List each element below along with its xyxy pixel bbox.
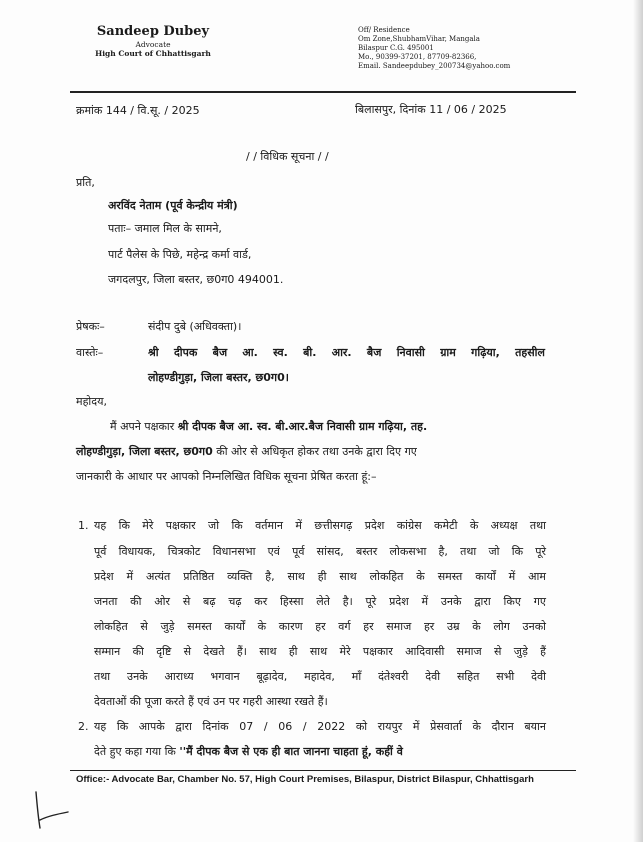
point-number: 1.: [78, 519, 89, 532]
address-line: Mo., 90399-37201, 87709-82366,: [358, 53, 477, 61]
footer-divider: [70, 770, 576, 771]
sender-value: संदीप दुबे (अधिवक्ता)।: [148, 320, 242, 333]
salutation: महोदय,: [76, 395, 107, 408]
office-footer: Office:- Advocate Bar, Chamber No. 57, High Court Premises, Bilaspur, District Bilaspur, Chhattisgarh: [76, 774, 534, 785]
intro-text: मैं अपने पक्षकार: [110, 420, 178, 433]
point-line: यह कि मेरे पक्षकार जो कि वर्तमान में छत्तीसगढ़ प्रदेश कांग्रेस कमेटी के अध्यक्ष तथा: [94, 519, 546, 532]
point-line: तथा उनके आराध्य भगवान बूढ़ादेव, महादेव, माँ दंतेश्वरी देवी सहित सभी देवी: [94, 670, 546, 683]
intro-client-name: श्री दीपक बैज आ. स्व. बी.आर.बैज निवासी ग्राम गढ़िया, तह.: [177, 420, 428, 433]
intro-client-place: लोहण्डीगुड़ा, जिला बस्तर, छ0ग0: [76, 445, 213, 458]
point-quote: ''मैं दीपक बैज से एक ही बात जानना चाहता हूं, कहीं वे: [179, 745, 403, 758]
point-number: 2.: [78, 720, 89, 733]
point-line: देवताओं की पूजा करते हैं एवं उन पर गहरी आस्था रखते हैं।: [94, 695, 328, 708]
on-behalf-label: वास्तेः–: [76, 346, 104, 359]
advocate-court: High Court of Chhattisgarh: [95, 49, 211, 58]
place-date: बिलासपुर, दिनांक 11 / 06 / 2025: [355, 103, 507, 116]
point-line: जनता की ओर से बढ़ चढ़ कर हिस्सा लेते है। पूरे प्रदेश में उनके द्वारा किए गए: [94, 595, 546, 608]
prati-label: प्रति,: [76, 176, 95, 189]
intro-text: की ओर से अधिकृत होकर तथा उनके द्वारा दिए गए: [212, 445, 417, 458]
sender-label: प्रेषकः–: [76, 320, 105, 333]
intro-line: [110, 420, 427, 434]
address-line: Bilaspur C.G. 495001: [358, 44, 434, 52]
letterhead-left: [78, 24, 228, 58]
point-line: प्रदेश में अत्यंत प्रतिष्ठित व्यक्ति है, साथ ही साथ लोकहित के समस्त कार्यों में आम: [94, 570, 546, 583]
point-line: पूर्व विधायक, चित्रकोट विधानसभा एवं पूर्व सांसद, बस्तर लोकसभा है, तथा जो कि पूरे: [94, 545, 546, 558]
intro-line: जानकारी के आधार पर आपको निम्नलिखित विधिक सूचना प्रेषित करता हूं:–: [76, 470, 377, 483]
point-line: सम्मान की दृष्टि से देखते हैं। साथ ही साथ मेरे पक्षकार आदिवासी समाज से जुड़े हैं: [94, 645, 546, 658]
point-line: यह कि आपके द्वारा दिनांक 07 / 06 / 2022 को रायपुर में प्रेसवार्ता के दौरान बयान: [94, 720, 546, 733]
advocate-title: Advocate: [135, 40, 171, 49]
letterhead-divider: [70, 91, 576, 93]
point-line: लोकहित से जुड़े समस्त कार्यों के कारण हर वर्ग हर समाज हर उम्र के लोग उनको: [94, 620, 546, 633]
point-text: देते हुए कहा गया कि: [94, 745, 180, 758]
addressee-line: पताः– जमाल मिल के सामने,: [108, 222, 222, 235]
addressee-line: जगदलपुर, जिला बस्तर, छ0ग0 494001.: [108, 273, 284, 286]
address-line: Email. Sandeepdubey_200734@yahoo.com: [358, 62, 511, 70]
addressee-name: अरविंद नेताम (पूर्व केन्द्रीय मंत्री): [108, 199, 238, 212]
address-line: Om Zone,ShubhamVihar, Mangala: [358, 35, 480, 43]
address-line: Off/ Residence: [358, 26, 410, 34]
notice-title: / / विधिक सूचना / /: [246, 150, 329, 163]
on-behalf-line: लोहण्डीगुड़ा, जिला बस्तर, छ0ग0।: [148, 371, 289, 384]
signature-mark: [28, 790, 88, 830]
advocate-name: Sandeep Dubey: [96, 24, 210, 39]
letterhead-address: [358, 26, 558, 71]
point-line: [94, 745, 403, 759]
reference-number: क्रमांक 144 / वि.सू. / 2025: [76, 104, 200, 117]
page-edge-shadow: [633, 0, 643, 842]
addressee-line: पार्ट पैलेस के पिछे, महेन्द्र कर्मा वार्ड,: [108, 248, 252, 261]
on-behalf-line: श्री दीपक बैज आ. स्व. बी. आर. बैज निवासी ग्राम गढ़िया, तहसील: [148, 346, 545, 359]
intro-line: [76, 445, 417, 459]
